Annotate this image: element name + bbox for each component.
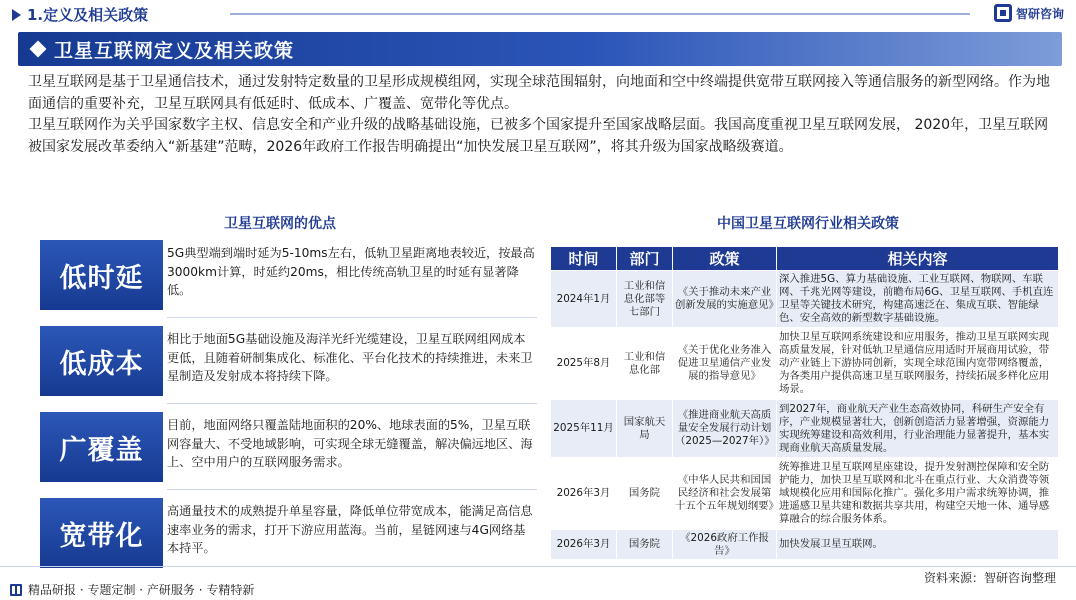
brand-logo-text: 智研咨询: [1015, 6, 1064, 21]
table-header-row: [551, 247, 1059, 271]
intro-text: [28, 72, 1058, 158]
advantage-divider: [167, 403, 537, 404]
cell-policy: 《关于优化业务准入促进卫星通信产业发展的指导意见》: [673, 328, 777, 400]
advantage-label: 低成本: [40, 326, 163, 396]
cell-time: 2024年1月: [551, 271, 617, 328]
advantage-label: 宽带化: [40, 498, 163, 568]
header-divider: [230, 13, 970, 15]
intro-paragraph-1: 卫星互联网是基于卫星通信技术，通过发射特定数量的卫星形成规模组网，实现全球范围辐射，向地面和空中终端提供宽带互联网接入等通信服务的新型网络。作为地面通信的重要补充，卫星互联网具有低延时、低成本、广覆盖、宽带化等优点。: [28, 74, 1050, 112]
cell-dept: 国务院: [617, 530, 673, 560]
cell-time: 2026年3月: [551, 458, 617, 530]
cell-dept: 国务院: [617, 458, 673, 530]
column-header-time: 时间: [551, 247, 617, 271]
cell-dept: 国家航天局: [617, 400, 673, 458]
source-note: 资料来源：智研咨询整理: [923, 571, 1056, 585]
advantage-item: [40, 408, 537, 488]
advantage-label: 广覆盖: [40, 412, 163, 482]
column-header-content: 相关内容: [777, 247, 1059, 271]
advantage-label: 低时延: [40, 240, 163, 310]
top-bar: [0, 0, 1076, 28]
cell-dept: 工业和信息化部: [617, 328, 673, 400]
advantage-description: 5G典型端到端时延为5-10ms左右，低轨卫星距离地表较近，按最高3000km计算，时延约20ms，相比传统高轨卫星的时延有显著降低。: [167, 246, 535, 297]
cell-content: 加快发展卫星互联网。: [777, 530, 1059, 560]
advantage-description: 相比于地面5G基础设施及海洋光纤光缆建设，卫星互联网组网成本更低，且随着研制集成化、标准化、平台化技术的持续推进，未来卫星制造及发射成本将持续下降。: [167, 332, 533, 383]
table-row: [551, 458, 1059, 530]
table-row: [551, 271, 1059, 328]
advantage-description: 高通量技术的成熟提升单星容量，降低单位带宽成本，能满足高信息速率业务的需求，打开下游应用蓝海。当前，星链网速与4G网络基本持平。: [167, 504, 533, 555]
intro-paragraph-2: 卫星互联网作为关乎国家数字主权、信息安全和产业升级的战略基础设施，已被多个国家提升至国家战略层面。我国高度重视卫星互联网发展， 2020年，卫星互联网被国家发展改革委纳入“新基建”范畴，2026年政府工作报告明确提出“加快发展卫星互联网”，将其升级为国家战略级赛道。: [28, 117, 1049, 155]
footer-tagline-text: 精品研报 · 专题定制 · 产研服务 · 专精特新: [28, 583, 255, 597]
advantage-divider: [167, 317, 537, 318]
advantage-item: [40, 322, 537, 402]
advantages-heading: 卫星互联网的优点: [224, 216, 336, 232]
table-row: [551, 530, 1059, 560]
brand-logo-icon: [994, 4, 1012, 22]
book-icon: [10, 584, 22, 596]
cell-content: 到2027年，商业航天产业生态高效协同，科研生产安全有序，产业规模显著壮大，创新创造活力显著增强，资源能力实现统筹建设和高效利用，行业治理能力显著提升，基本实现商业航天高质量发展。: [777, 400, 1059, 458]
advantage-divider: [167, 489, 537, 490]
cell-content: 统筹推进卫星互联网星座建设，提升发射测控保障和安全防护能力，加快卫星互联网和北斗在重点行业、大众消费等领域规模化应用和国际化推广。强化多用户需求统筹协调，推进遥感卫星共建和数据共享共用，构建空天地一体、通导感算融合的综合服务体系。: [777, 458, 1059, 530]
advantage-description: 目前，地面网络只覆盖陆地面积的20%、地球表面的5%，卫星互联网容量大、不受地域影响，可实现全球无缝覆盖，解决偏远地区、海上、空中用户的互联网服务需求。: [167, 418, 533, 469]
table-row: [551, 400, 1059, 458]
policy-table: [550, 246, 1059, 560]
section-title: [12, 4, 148, 25]
cell-policy: 《中华人民共和国国民经济和社会发展第十五个五年规划纲要》: [673, 458, 777, 530]
advantage-item: [40, 494, 537, 574]
title-banner: [18, 32, 1062, 66]
triangle-bullet-icon: [12, 9, 21, 21]
cell-policy: 《推进商业航天高质量安全发展行动计划（2025—2027年）》: [673, 400, 777, 458]
table-row: [551, 328, 1059, 400]
cell-policy: 《2026政府工作报告》: [673, 530, 777, 560]
diamond-icon: [30, 41, 47, 58]
advantage-item: [40, 236, 537, 316]
cell-content: 深入推进5G、算力基础设施、工业互联网、物联网、车联网、千兆光网等建设，前瞻布局6G、卫星互联网、手机直连卫星等关键技术研究，构建高速泛在、集成互联、智能绿色、安全高效的新型数字基础设施。: [777, 271, 1059, 328]
advantages-list: [40, 236, 537, 580]
cell-content: 加快卫星互联网系统建设和应用服务，推动卫星互联网实现高质量发展，针对低轨卫星通信应用适时开展商用试验，带动产业链上下游协同创新，实现全球范围内宽带网络覆盖，为各类用户提供高速卫星互联网服务，持续拓展多样化应用场景。: [777, 328, 1059, 400]
page-title: 卫星互联网定义及相关政策: [54, 39, 295, 62]
section-title-text: 1.定义及相关政策: [27, 6, 149, 24]
cell-dept: 工业和信息化部等七部门: [617, 271, 673, 328]
cell-time: 2025年11月: [551, 400, 617, 458]
policy-heading: 中国卫星互联网行业相关政策: [717, 216, 899, 232]
column-header-dept: 部门: [617, 247, 673, 271]
footer-tagline: [10, 581, 254, 598]
cell-policy: 《关于推动未来产业创新发展的实施意见》: [673, 271, 777, 328]
cell-time: 2026年3月: [551, 530, 617, 560]
footer-divider: [0, 566, 1076, 567]
column-header-policy: 政策: [673, 247, 777, 271]
cell-time: 2025年8月: [551, 328, 617, 400]
brand-logo: [994, 4, 1064, 22]
